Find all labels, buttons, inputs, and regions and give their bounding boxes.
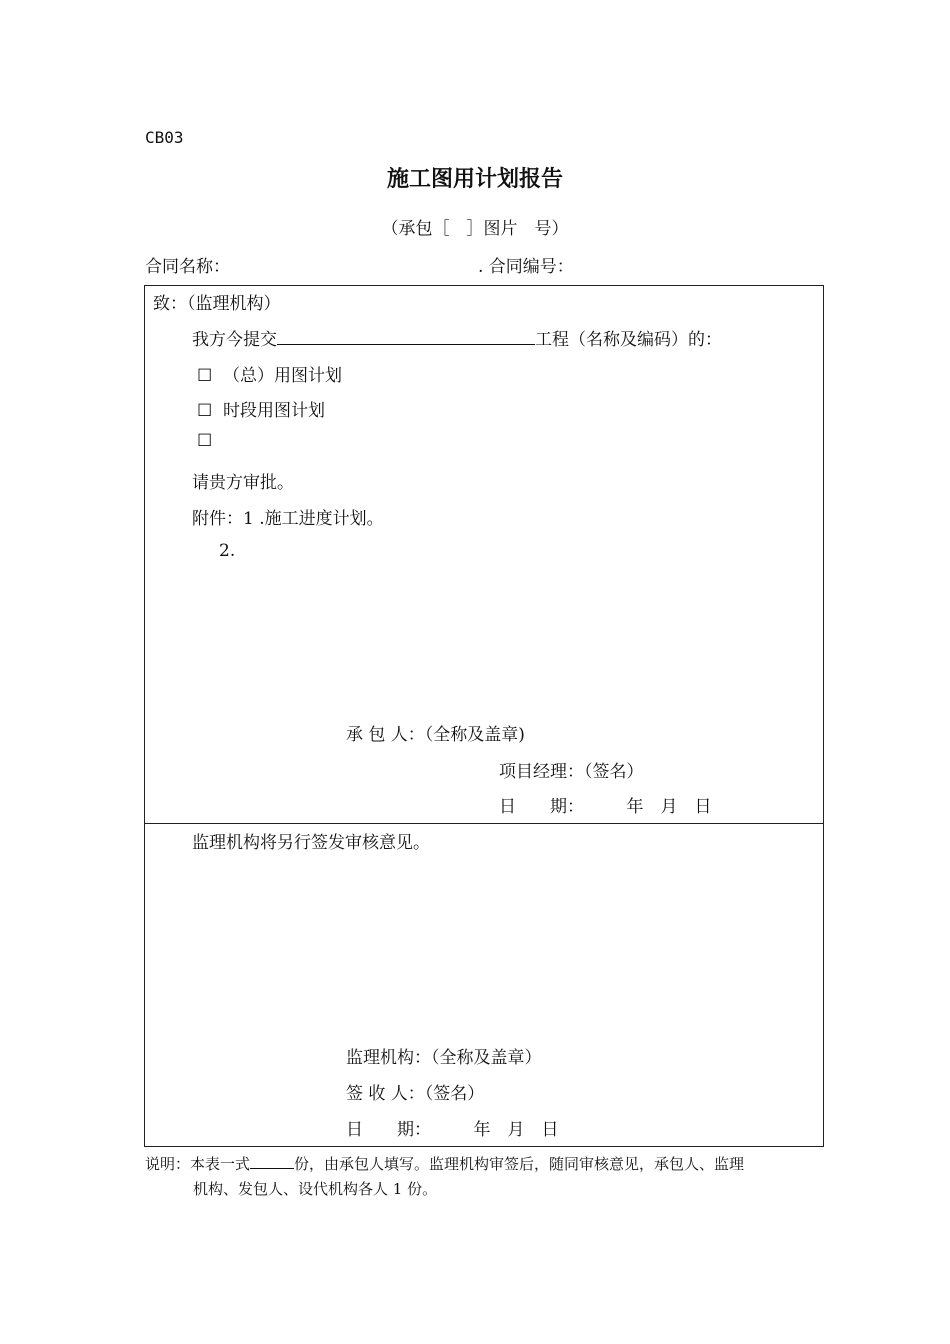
document-number: （承包［ ］图片 号） [381, 219, 569, 239]
submission-suffix: 工程（名称及编码）的： [535, 330, 722, 350]
page-title: 施工图用计划报告 [386, 167, 563, 192]
attachment-2: 2. [219, 541, 236, 561]
project-manager-label: 项目经理：（签名） [499, 762, 644, 782]
copies-blank[interactable] [250, 1156, 294, 1169]
attachment-1: 附件：1 .施工进度计划。 [192, 509, 384, 529]
checkbox-icon[interactable]: ☐ [197, 401, 213, 421]
checkbox-icon[interactable]: ☐ [197, 431, 213, 451]
option-label: 时段用图计划 [223, 401, 325, 421]
approval-request: 请贵方审批。 [192, 473, 294, 493]
footnote [145, 1152, 815, 1202]
form-code: CB03 [145, 128, 184, 147]
addressee-label: 致：（监理机构） [153, 294, 281, 314]
receiver-label: 签 收 人：（签名） [346, 1084, 485, 1104]
checkbox-icon[interactable]: ☐ [197, 366, 213, 386]
supervisor-signature-label: 监理机构：（全称及盖章） [346, 1048, 542, 1068]
footnote-line-2: 机构、发包人、设代机构各人 1 份。 [193, 1180, 438, 1198]
supervisor-date-label: 日 期： 年 月 日 [346, 1120, 559, 1140]
option-other[interactable] [197, 431, 223, 451]
submission-line [192, 325, 722, 350]
submission-prefix: 我方今提交 [192, 330, 277, 350]
option-label: （总）用图计划 [223, 366, 342, 386]
contractor-date-label: 日 期： 年 月 日 [499, 797, 712, 817]
option-period-plan[interactable] [197, 396, 325, 421]
contract-number-label: . 合同编号： [478, 257, 574, 277]
option-overall-plan[interactable] [197, 361, 342, 386]
footnote-line-1: 说明：本表一式 份，由承包人填写。监理机构审签后，随同审核意见，承包人、监理 [145, 1155, 745, 1173]
supervisor-opinion: 监理机构将另行签发审核意见。 [192, 833, 430, 853]
project-name-blank[interactable] [277, 329, 535, 345]
contractor-signature-label: 承 包 人：（全称及盖章) [346, 725, 525, 745]
section-divider [144, 823, 824, 824]
contract-name-label: 合同名称： [145, 257, 230, 277]
